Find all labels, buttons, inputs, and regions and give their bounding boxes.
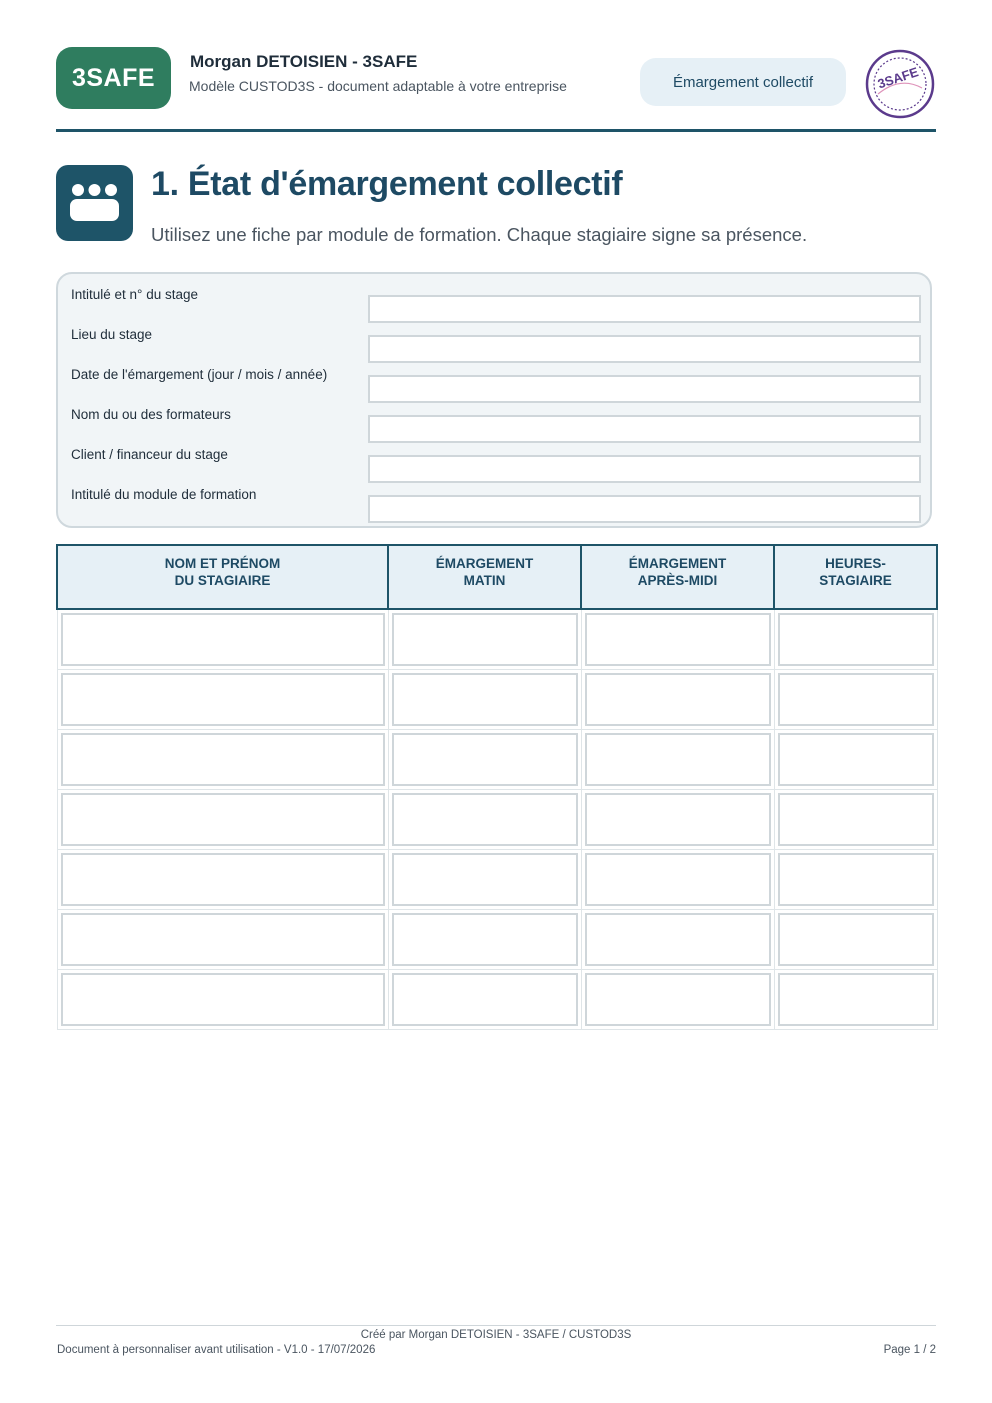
group-icon	[56, 165, 133, 241]
document-type-label: Émargement collectif	[672, 73, 814, 91]
afternoon-signature-cell	[581, 789, 774, 849]
trainee-hours-cell	[774, 849, 937, 909]
trainee-hours-field[interactable]	[778, 673, 934, 726]
page-title: 1. État d'émargement collectif	[151, 165, 623, 203]
afternoon-signature-field[interactable]	[585, 973, 771, 1026]
field-label-intitule-stage: Intitulé et n° du stage	[71, 287, 198, 302]
column-header-hours: HEURES- STAGIAIRE	[774, 545, 937, 609]
morning-signature-field[interactable]	[392, 673, 578, 726]
table-row	[57, 789, 937, 849]
table-row	[57, 609, 937, 669]
field-label-date-emargement: Date de l'émargement (jour / mois / année)	[71, 367, 328, 382]
trainee-hours-field[interactable]	[778, 913, 934, 966]
page-intro: Utilisez une fiche par module de formation. Chaque stagiaire signe sa présence.	[151, 224, 808, 245]
attendance-table	[56, 544, 938, 1030]
trainee-name-field[interactable]	[61, 913, 385, 966]
module-formation-input[interactable]	[368, 495, 921, 523]
table-row	[57, 849, 937, 909]
trainee-name-cell	[57, 609, 388, 669]
trainee-hours-cell	[774, 609, 937, 669]
document-subtitle: Modèle CUSTOD3S - document adaptable à votre entreprise	[189, 78, 567, 94]
brand-logo-text: 3SAFE	[71, 63, 156, 92]
column-header-name: NOM ET PRÉNOM DU STAGIAIRE	[57, 545, 388, 609]
intitule-stage-input[interactable]	[368, 295, 921, 323]
trainee-hours-cell	[774, 969, 937, 1029]
document-type-badge	[640, 58, 846, 106]
page-number: Page 1 / 2	[883, 1344, 936, 1356]
footer-credit: Créé par Morgan DETOISIEN - 3SAFE / CUSTOD3S	[360, 1329, 632, 1341]
trainee-name-field[interactable]	[61, 973, 385, 1026]
morning-signature-cell	[388, 849, 581, 909]
trainee-hours-field[interactable]	[778, 973, 934, 1026]
afternoon-signature-field[interactable]	[585, 673, 771, 726]
table-row	[57, 729, 937, 789]
table-row	[57, 669, 937, 729]
company-stamp	[864, 48, 936, 120]
table-header-row	[57, 545, 937, 609]
table-row	[57, 969, 937, 1029]
morning-signature-field[interactable]	[392, 853, 578, 906]
trainee-hours-cell	[774, 909, 937, 969]
afternoon-signature-cell	[581, 729, 774, 789]
trainee-name-field[interactable]	[61, 853, 385, 906]
morning-signature-cell	[388, 909, 581, 969]
trainee-hours-cell	[774, 669, 937, 729]
afternoon-signature-cell	[581, 669, 774, 729]
field-label-module-formation: Intitulé du module de formation	[71, 487, 257, 502]
field-label-lieu-stage: Lieu du stage	[71, 327, 153, 342]
footer-note: Document à personnaliser avant utilisation - V1.0 - 17/07/2026	[57, 1344, 376, 1356]
afternoon-signature-cell	[581, 609, 774, 669]
morning-signature-field[interactable]	[392, 793, 578, 846]
trainee-name-field[interactable]	[61, 613, 385, 666]
morning-signature-field[interactable]	[392, 613, 578, 666]
morning-signature-field[interactable]	[392, 973, 578, 1026]
trainee-hours-cell	[774, 729, 937, 789]
author-name: Morgan DETOISIEN - 3SAFE	[190, 52, 418, 71]
morning-signature-cell	[388, 729, 581, 789]
field-label-formateurs: Nom du ou des formateurs	[71, 407, 231, 422]
client-financeur-input[interactable]	[368, 455, 921, 483]
stamp-text: 3SAFE	[875, 64, 921, 92]
column-header-afternoon: ÉMARGEMENT APRÈS-MIDI	[581, 545, 774, 609]
afternoon-signature-field[interactable]	[585, 793, 771, 846]
morning-signature-field[interactable]	[392, 733, 578, 786]
afternoon-signature-cell	[581, 969, 774, 1029]
trainee-name-cell	[57, 969, 388, 1029]
brand-logo	[56, 47, 171, 109]
morning-signature-cell	[388, 969, 581, 1029]
afternoon-signature-cell	[581, 909, 774, 969]
formateurs-input[interactable]	[368, 415, 921, 443]
footer-divider	[56, 1325, 936, 1326]
trainee-name-cell	[57, 789, 388, 849]
trainee-hours-cell	[774, 789, 937, 849]
trainee-name-cell	[57, 849, 388, 909]
morning-signature-cell	[388, 789, 581, 849]
trainee-name-cell	[57, 909, 388, 969]
date-emargement-input[interactable]	[368, 375, 921, 403]
afternoon-signature-cell	[581, 849, 774, 909]
morning-signature-cell	[388, 609, 581, 669]
trainee-name-field[interactable]	[61, 733, 385, 786]
trainee-hours-field[interactable]	[778, 733, 934, 786]
afternoon-signature-field[interactable]	[585, 733, 771, 786]
afternoon-signature-field[interactable]	[585, 613, 771, 666]
trainee-name-cell	[57, 729, 388, 789]
trainee-hours-field[interactable]	[778, 853, 934, 906]
trainee-name-field[interactable]	[61, 673, 385, 726]
field-label-client-financeur: Client / financeur du stage	[71, 447, 228, 462]
trainee-hours-field[interactable]	[778, 793, 934, 846]
trainee-hours-field[interactable]	[778, 613, 934, 666]
trainee-name-field[interactable]	[61, 793, 385, 846]
table-row	[57, 909, 937, 969]
morning-signature-field[interactable]	[392, 913, 578, 966]
trainee-name-cell	[57, 669, 388, 729]
afternoon-signature-field[interactable]	[585, 853, 771, 906]
lieu-stage-input[interactable]	[368, 335, 921, 363]
morning-signature-cell	[388, 669, 581, 729]
column-header-morning: ÉMARGEMENT MATIN	[388, 545, 581, 609]
header-divider	[56, 129, 936, 132]
afternoon-signature-field[interactable]	[585, 913, 771, 966]
